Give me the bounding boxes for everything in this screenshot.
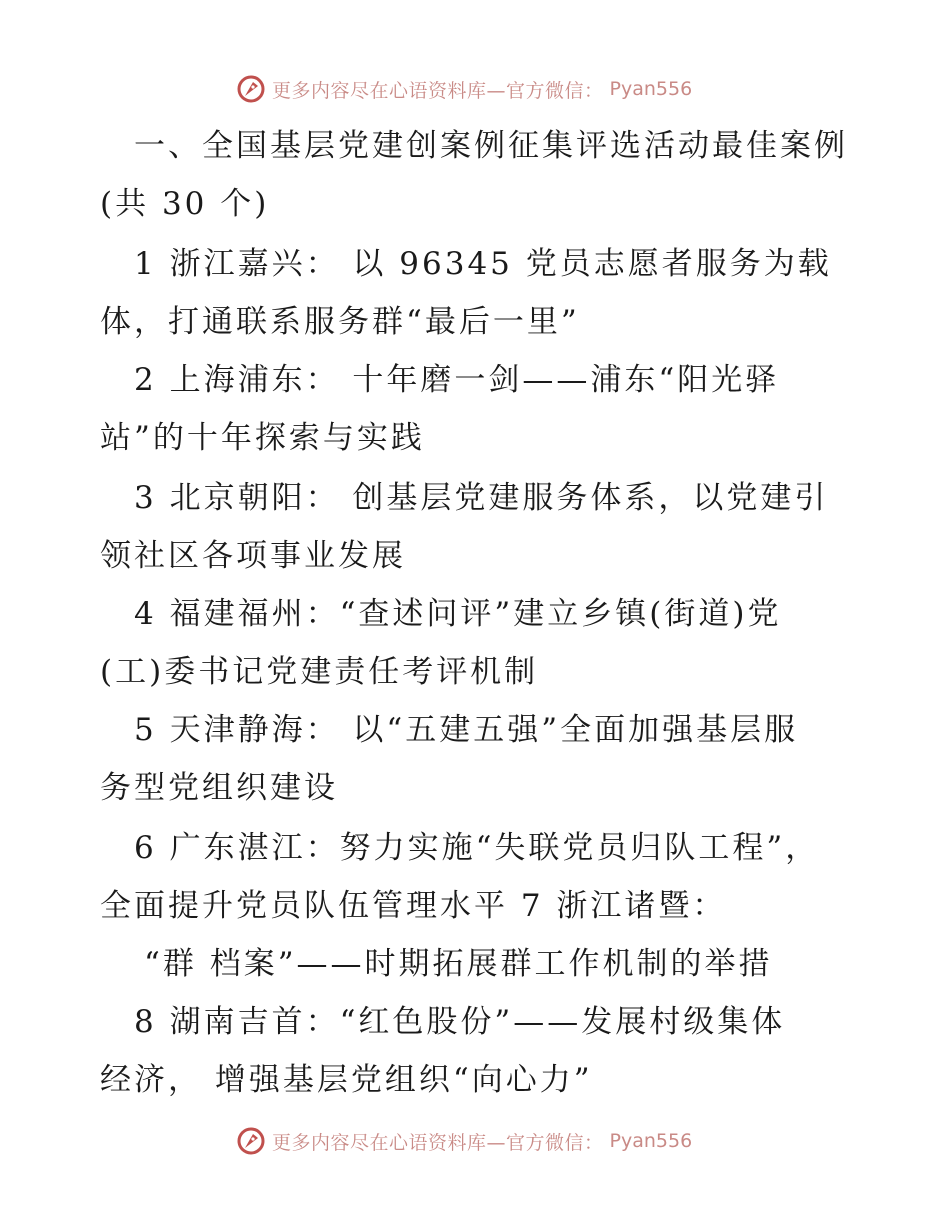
case-item-7-cont: “群 档案”——时期拓展群工作机制的举措 (144, 946, 773, 982)
pen-nib-circle-icon (236, 74, 266, 104)
case-item-8-cont: 经济， 增强基层党组织“向心力” (100, 1062, 593, 1098)
section-heading-count: (共 30 个) (100, 186, 270, 222)
case-item-5-cont: 务型党组织建设 (100, 770, 338, 806)
case-item-6: 6 广东湛江：努力实施“失联党员归队工程”， (134, 830, 820, 866)
header-watermark (236, 72, 692, 106)
case-item-1-cont: 体，打通联系服务群“最后一里” (100, 304, 580, 340)
case-item-6-cont: 全面提升党员队伍管理水平 7 浙江诸暨： (100, 888, 727, 924)
case-item-3-cont: 领社区各项事业发展 (100, 538, 406, 574)
section-heading: 一、全国基层党建创案例征集评选活动最佳案例 (134, 128, 848, 164)
pen-nib-circle-icon (236, 1126, 266, 1156)
case-item-8: 8 湖南吉首：“红色股份”——发展村级集体 (134, 1004, 786, 1040)
case-item-1: 1 浙江嘉兴： 以 96345 党员志愿者服务为载 (134, 246, 832, 282)
case-item-3: 3 北京朝阳： 创基层党建服务体系，以党建引 (134, 480, 829, 516)
watermark-wechat-id: Pyan556 (609, 1130, 693, 1152)
watermark-text: 更多内容尽在心语资料库—官方微信： (272, 1131, 604, 1154)
case-item-5: 5 天津静海： 以“五建五强”全面加强基层服 (134, 712, 799, 748)
footer-watermark (236, 1124, 692, 1158)
watermark-text: 更多内容尽在心语资料库—官方微信： (272, 79, 604, 102)
case-item-2: 2 上海浦东： 十年磨一剑——浦东“阳光驿 (134, 362, 780, 398)
case-item-4: 4 福建福州：“查述问评”建立乡镇(街道)党 (134, 596, 782, 632)
case-item-2-cont: 站”的十年探索与实践 (100, 420, 425, 456)
case-item-4-cont: (工)委书记党建责任考评机制 (100, 654, 539, 690)
watermark-wechat-id: Pyan556 (609, 78, 693, 100)
